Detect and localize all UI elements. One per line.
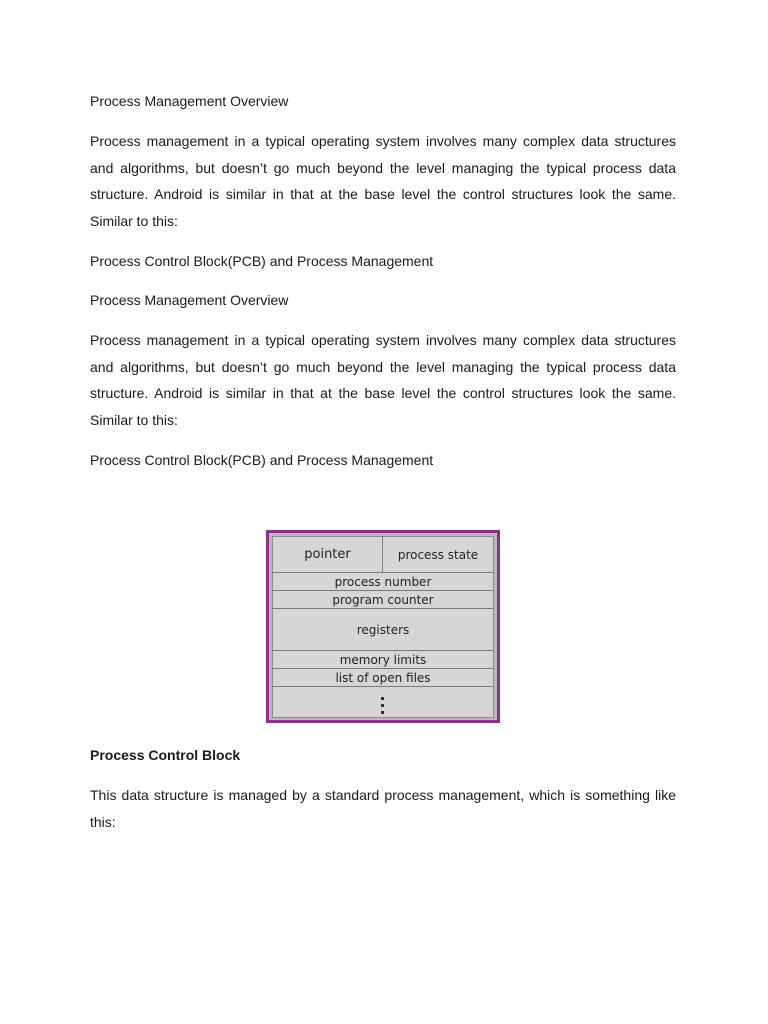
ellipsis-icon — [381, 697, 385, 718]
pcb-cell-open-files: list of open files — [273, 669, 493, 687]
pcb-table — [272, 536, 494, 718]
pcb-line-1: Process Control Block(PCB) and Process Management — [90, 253, 434, 269]
pcb-cell-process-number: process number — [273, 573, 493, 591]
heading-overview-2: Process Management Overview — [90, 292, 289, 308]
document-page — [90, 0, 676, 1024]
pcb-cell-pointer: pointer — [273, 537, 383, 573]
paragraph-overview-2: Process management in a typical operating system involves many complex data structures and algorithms, but doesn’t go much beyond the level managing the typical process data structure. Android is similar in that at the base level the control structures look the same. Similar to this: — [90, 332, 676, 428]
pcb-cell-memory-limits: memory limits — [273, 651, 493, 669]
pcb-cell-registers: registers — [273, 609, 493, 651]
paragraph-pcb: This data structure is managed by a standard process management, which is something like this: — [90, 787, 676, 830]
paragraph-overview-1: Process management in a typical operating system involves many complex data structures and algorithms, but doesn’t go much beyond the level managing the typical process data structure. Android is similar in that at the base level the control structures look the same. Similar to this: — [90, 133, 676, 229]
section-title-pcb: Process Control Block — [90, 747, 241, 763]
pcb-cell-program-counter: program counter — [273, 591, 493, 609]
pcb-diagram — [266, 530, 500, 723]
heading-overview-1: Process Management Overview — [90, 93, 289, 109]
pcb-line-2: Process Control Block(PCB) and Process Management — [90, 452, 434, 468]
pcb-cell-process-state: process state — [383, 537, 493, 573]
